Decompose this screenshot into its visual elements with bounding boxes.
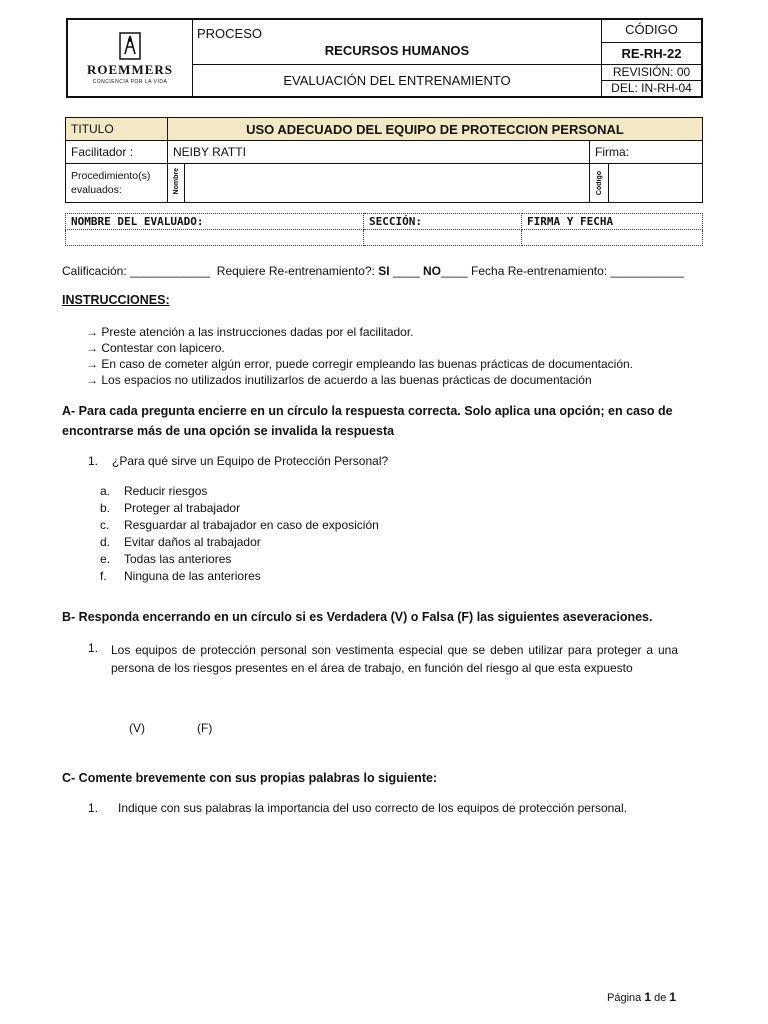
codigo-vertical-cell — [590, 164, 609, 202]
procedimiento-codigo-cell — [590, 164, 703, 203]
procedimiento-nombre-field[interactable] — [185, 164, 590, 203]
option-item[interactable]: d. Evitar daños al trabajador — [100, 535, 261, 549]
no-label: NO — [422, 264, 441, 278]
si-label: SI — [378, 264, 390, 278]
de-label: de — [654, 992, 667, 1004]
section-b-heading: B- Responda encerrando en un círculo si es Verdadera (V) o Falsa (F) las siguientes aseveraciones. — [62, 610, 653, 624]
option-item[interactable]: b. Proteger al trabajador — [100, 501, 241, 515]
pagina-label: Página — [607, 992, 642, 1004]
instruction-item: → En caso de cometer algún error, puede corregir empleando las buenas prácticas de documentación. — [86, 357, 633, 371]
option-item[interactable]: c. Resguardar al trabajador en caso de exposición — [100, 518, 379, 532]
page-number — [607, 990, 676, 1004]
firma-label: Firma: — [595, 145, 629, 159]
logo-cell — [67, 19, 193, 97]
section-a-options — [100, 483, 379, 585]
brand-tagline: CONCIENCIA POR LA VIDA — [92, 78, 168, 85]
del-value: DEL: IN-RH-04 — [611, 81, 692, 95]
facilitador-label: Facilitador : — [66, 141, 168, 164]
question-text: ¿Para qué sirve un Equipo de Protección Personal? — [112, 454, 389, 468]
revision-value: REVISIÓN: 00 — [602, 65, 701, 81]
fecha-reentrenamiento-field[interactable]: Fecha Re-entrenamiento: ___________ — [471, 264, 684, 278]
calificacion-line — [62, 264, 684, 278]
nombre-vertical-cell — [168, 164, 185, 203]
section-a-heading: A- Para cada pregunta encierre en un círculo la respuesta correcta. Solo aplica una opción; en caso de encontrarse más de una opción se invalida la respuesta — [62, 404, 673, 438]
no-field[interactable]: ____ — [440, 264, 468, 278]
firma-fecha-header: FIRMA Y FECHA — [522, 214, 703, 230]
facilitador-value: NEIBY RATTI — [168, 141, 590, 164]
section-c-question — [88, 801, 627, 815]
arrow-right-icon: → — [86, 325, 98, 339]
arrow-right-icon: → — [86, 373, 98, 387]
section-b-question-number: 1. — [88, 641, 99, 655]
arrow-right-icon: → — [86, 357, 98, 371]
calificacion-field[interactable]: Calificación: ____________ — [62, 264, 211, 278]
document-title: EVALUACIÓN DEL ENTRENAMIENTO — [193, 65, 602, 98]
option-item[interactable]: e. Todas las anteriores — [100, 552, 232, 566]
brand-name: ROEMMERS — [87, 61, 173, 77]
option-item[interactable]: f. Ninguna de las anteriores — [100, 569, 261, 583]
codigo-label: CÓDIGO — [602, 20, 701, 43]
instruction-item: → Los espacios no utilizados inutilizarlos de acuerdo a las buenas prácticas de documentación — [86, 373, 592, 387]
nombre-evaluado-header: NOMBRE DEL EVALUADO: — [66, 214, 364, 230]
section-a-question — [88, 454, 388, 468]
requiere-label: Requiere Re-entrenamiento?: — [216, 264, 375, 278]
codigo-value: RE-RH-22 — [621, 46, 682, 61]
codigo-cell — [602, 19, 703, 65]
area-name: RECURSOS HUMANOS — [324, 43, 470, 58]
question-number: 1. — [88, 454, 99, 468]
codigo-vertical-label: Código — [595, 170, 603, 196]
current-page: 1 — [644, 990, 652, 1004]
firma-field[interactable] — [590, 141, 703, 164]
proceso-label: PROCESO — [197, 26, 263, 41]
total-pages: 1 — [669, 990, 677, 1004]
si-field[interactable]: ____ — [392, 264, 420, 278]
evaluado-table — [65, 213, 703, 246]
firma-fecha-field[interactable] — [522, 230, 703, 246]
seccion-header: SECCIÓN: — [364, 214, 522, 230]
instrucciones-heading: INSTRUCCIONES: — [62, 293, 170, 307]
document-header — [66, 18, 703, 98]
instrucciones-list — [86, 324, 633, 388]
proceso-cell — [193, 19, 602, 65]
instruction-item: → Preste atención a las instrucciones dadas por el facilitador. — [86, 325, 414, 339]
nombre-evaluado-field[interactable] — [66, 230, 364, 246]
question-text: Indique con sus palabras la importancia del uso correcto de los equipos de protección personal. — [118, 801, 627, 815]
nombre-vertical-label: Nombre — [172, 168, 180, 195]
arrow-right-icon: → — [86, 341, 98, 355]
roemmers-logo-icon — [119, 32, 141, 60]
instruction-item: → Contestar con lapicero. — [86, 341, 225, 355]
option-item[interactable]: a. Reducir riesgos — [100, 484, 208, 498]
revision-cell — [602, 65, 703, 98]
false-option[interactable]: (F) — [197, 721, 213, 735]
titulo-label: TITULO — [66, 118, 168, 141]
true-option[interactable]: (V) — [129, 721, 145, 735]
training-info-table — [65, 117, 703, 203]
question-number: 1. — [88, 801, 99, 815]
training-title: USO ADECUADO DEL EQUIPO DE PROTECCION PERSONAL — [168, 118, 703, 141]
section-c-heading: C- Comente brevemente con sus propias palabras lo siguiente: — [62, 771, 438, 785]
procedimiento-codigo-field[interactable] — [609, 164, 702, 202]
procedimientos-label: Procedimiento(s) evaluados: — [66, 164, 168, 203]
section-b-statement: Los equipos de protección personal son vestimenta especial que se deben utilizar para proteger a una persona de los riesgos presentes en el área de trabajo, en función del riesgo al que esta expuesto — [111, 643, 678, 675]
seccion-field[interactable] — [364, 230, 522, 246]
